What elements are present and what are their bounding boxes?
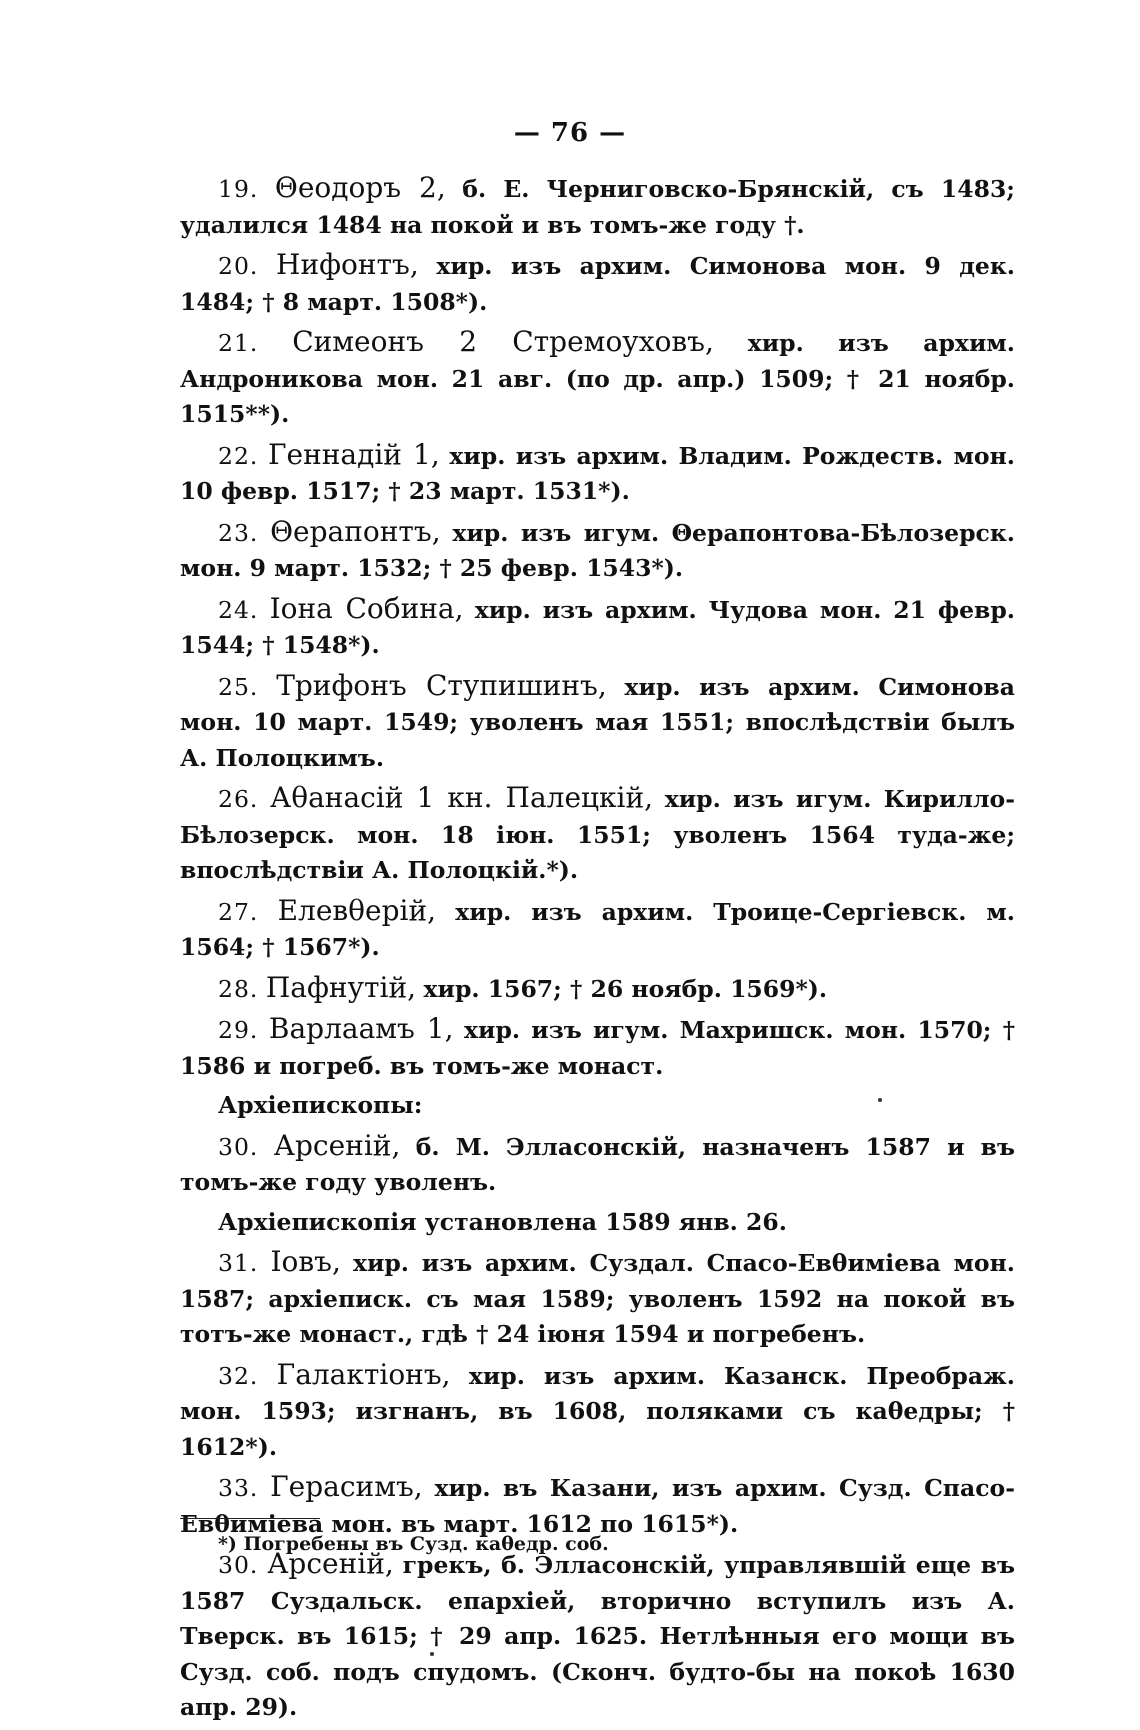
entry-name: Елевθерій, xyxy=(277,893,437,927)
entry-paragraph xyxy=(180,970,1015,1008)
entry-details: хир. изъ архим. Троице-Сергіевск. м. 1564; † 1567*). xyxy=(180,897,1015,961)
entry-name: Галактіонъ, xyxy=(276,1357,451,1391)
entry-name: Пафнутій, xyxy=(265,970,417,1004)
entry-number: 30. xyxy=(218,1132,259,1161)
entry-details: хир. изъ архим. Андроникова мон. 21 авг. (по др. апр.) 1509; † 21 ноябр. 1515**). xyxy=(180,329,1015,428)
entry-details: хир. изъ архим. Симонова мон. 10 март. 1549; уволенъ мая 1551; впослѣдствіи былъ А. Полоцкимъ. xyxy=(180,672,1015,772)
entry-details: хир. изъ архим. Суздал. Спасо-Евθиміева мон. 1587; архіеписк. съ мая 1589; уволенъ 1592 на покой въ тотъ-же монаст., гдѣ † 24 іюня 1594 и погребенъ. xyxy=(180,1249,1015,1348)
entry-details: хир. изъ игум. Θерапонтова-Бѣлозерск. мон. 9 март. 1532; † 25 февр. 1543*). xyxy=(180,518,1015,582)
entry-paragraph xyxy=(180,170,1015,243)
section-heading: Архіепископы: xyxy=(218,1091,423,1119)
entry-name: Геннадій 1, xyxy=(267,437,440,471)
entry-name: Арсеній, xyxy=(267,1547,394,1580)
entry-number: 25. xyxy=(218,672,259,701)
entry-paragraph xyxy=(180,1244,1015,1353)
entry-details: хир. изъ архим. Владим. Рождеств. мон. 10 февр. 1517; † 23 март. 1531*). xyxy=(180,441,1015,505)
entry-paragraph xyxy=(180,1469,1015,1542)
entry-paragraph xyxy=(180,1128,1015,1201)
entry-paragraph xyxy=(180,780,1015,889)
entry-name: Нифонтъ, xyxy=(276,248,419,281)
entry-number: 22. xyxy=(218,441,259,470)
entry-details: хир. изъ архим. Казанск. Преображ. мон. 1593; изгнанъ, въ 1608, поляками съ каθедры; † 1612*). xyxy=(180,1361,1015,1461)
entry-details: хир. 1567; † 26 ноябр. 1569*). xyxy=(423,974,828,1003)
entry-paragraph xyxy=(180,1546,1015,1726)
main-text xyxy=(180,170,1015,1730)
entry-paragraph xyxy=(180,893,1015,966)
entry-number: 32. xyxy=(218,1361,259,1390)
entry-name: Θеодоръ 2, xyxy=(274,171,446,204)
entry-name: Варлаамъ 1, xyxy=(268,1012,454,1045)
entry-details: б. М. Элласонскій, назначенъ 1587 и въ томъ-же году уволенъ. xyxy=(180,1132,1015,1196)
entry-name: Трифонъ Ступишинъ, xyxy=(276,668,607,702)
entry-number: 30. xyxy=(218,1551,259,1579)
section-heading: Архіепископія установлена 1589 янв. 26. xyxy=(218,1207,787,1236)
entry-name: Арсеній, xyxy=(273,1128,401,1162)
entry-number: 29. xyxy=(218,1016,259,1044)
entry-paragraph xyxy=(180,1357,1015,1466)
entry-name: Симеонъ 2 Стремоуховъ, xyxy=(292,325,714,358)
entry-details: хир. въ Казани, изъ архим. Сузд. Спасо-Евθиміева мон. въ март. 1612 по 1615*). xyxy=(180,1474,1015,1538)
entry-number: 31. xyxy=(218,1249,259,1277)
entry-name: Аθанасій 1 кн. Палецкій, xyxy=(270,781,654,814)
footnote-divider xyxy=(180,1518,320,1519)
entry-name: Θерапонтъ, xyxy=(270,514,441,548)
entry-name: Іона Собина, xyxy=(269,591,464,625)
entry-details: грекъ, б. Элласонскій, управлявшій еще въ 1587 Суздальск. епархіей, вторично вступилъ изъ А. Тверск. въ 1615; † 29 апр. 1625. Нетлѣнныя его мощи въ Сузд. соб. подъ спудомъ. (Сконч. будто-бы на покоѣ 1630 апр. 29). xyxy=(180,1551,1015,1721)
entry-paragraph xyxy=(180,514,1015,587)
entry-paragraph xyxy=(180,247,1015,320)
entry-number: 28. xyxy=(218,974,259,1003)
entry-number: 21. xyxy=(218,329,259,357)
entry-paragraph xyxy=(180,437,1015,510)
entry-paragraph xyxy=(180,668,1015,777)
stray-dot xyxy=(430,1652,434,1656)
entry-number: 27. xyxy=(218,897,259,926)
entry-details: хир. изъ архим. Симонова мон. 9 дек. 1484; † 8 март. 1508*). xyxy=(180,252,1015,316)
entry-name: Іовъ, xyxy=(270,1245,341,1278)
entry-paragraph xyxy=(180,324,1015,433)
entry-name: Герасимъ, xyxy=(270,1470,423,1503)
stray-dot xyxy=(878,1098,882,1102)
entry-details: б. Е. Черниговско-Брянскій, съ 1483; удалился 1484 на покой и въ томъ-же году †. xyxy=(180,175,1015,239)
entry-details: хир. изъ архим. Чудова мон. 21 февр. 1544; † 1548*). xyxy=(180,595,1015,659)
entry-details: хир. изъ игум. Кирилло-Бѣлозерск. мон. 18 іюн. 1551; уволенъ 1564 туда-же; впослѣдствіи А. Полоцкій.*). xyxy=(180,785,1015,884)
entry-number: 23. xyxy=(218,518,259,547)
entry-number: 20. xyxy=(218,252,259,280)
entry-number: 24. xyxy=(218,595,259,624)
footnote: *) Погребены въ Сузд. каθедр. соб. xyxy=(218,1533,609,1555)
page-number: — 76 — xyxy=(513,118,627,148)
entry-details: хир. изъ игум. Махришск. мон. 1570; † 1586 и погреб. въ томъ-же монаст. xyxy=(180,1016,1015,1080)
entry-number: 26. xyxy=(218,785,259,813)
entry-number: 19. xyxy=(218,175,259,203)
entry-paragraph xyxy=(180,591,1015,664)
entry-paragraph xyxy=(180,1011,1015,1084)
entry-number: 33. xyxy=(218,1474,259,1502)
